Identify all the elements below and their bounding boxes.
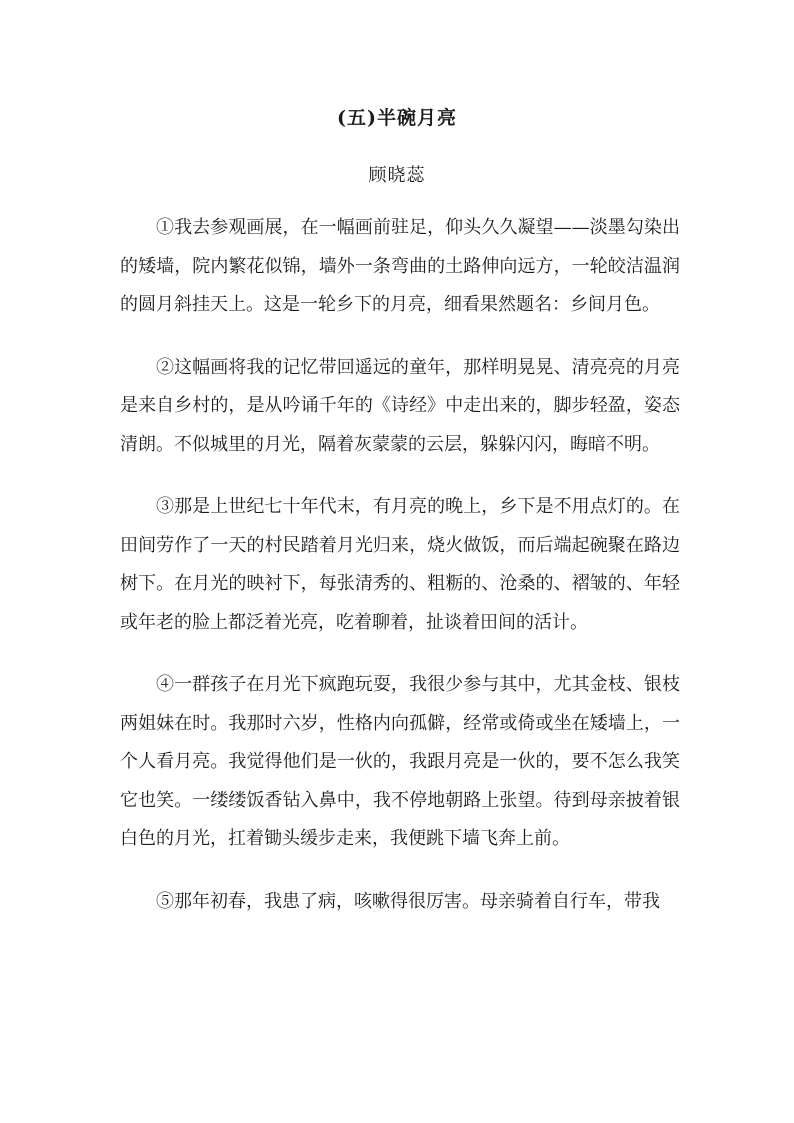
paragraph-4: ④一群孩子在月光下疯跑玩耍，我很少参与其中，尤其金枝、银枝两姐妹在时。我那时六岁，性格内向孤僻，经常或倚或坐在矮墙上，一个人看月亮。我觉得他们是一伙的，我跟月亮是一伙的，要不怎么我笑它也笑。一缕缕饭香钻入鼻中，我不停地朝路上张望。待到母亲披着银白色的月光，扛着锄头缓步走来，我便跳下墙飞奔上前。 <box>120 674 680 849</box>
paragraph-5: ⑤那年初春，我患了病，咳嗽得很厉害。母亲骑着自行车，带我 <box>156 890 660 912</box>
paragraph-3: ③那是上世纪七十年代末，有月亮的晚上，乡下是不用点灯的。在田间劳作了一天的村民踏着月光归来，烧火做饭，而后端起碗聚在路边树下。在月光的映衬下，每张清秀的、粗粝的、沧桑的、褶皱的、年轻或年老的脸上都泛着光亮，吃着聊着，扯谈着田间的活计。 <box>120 496 680 633</box>
paragraph-2: ②这幅画将我的记忆带回遥远的童年，那样明晃晃、清亮亮的月亮是来自乡村的，是从吟诵千年的《诗经》中走出来的，脚步轻盈，姿态清朗。不似城里的月光，隔着灰蒙蒙的云层，躲躲闪闪，晦暗不明。 <box>120 356 680 455</box>
article-author: 顾晓蕊 <box>368 165 426 186</box>
article-body <box>120 209 680 945</box>
article-title: (五)半碗月亮 <box>337 107 457 129</box>
paragraph-1: ①我去参观画展，在一幅画前驻足，仰头久久凝望——淡墨勾染出的矮墙，院内繁花似锦，墙外一条弯曲的土路伸向远方，一轮皎洁温润的圆月斜挂天上。这是一轮乡下的月亮，细看果然题名：乡间月色。 <box>120 217 680 315</box>
